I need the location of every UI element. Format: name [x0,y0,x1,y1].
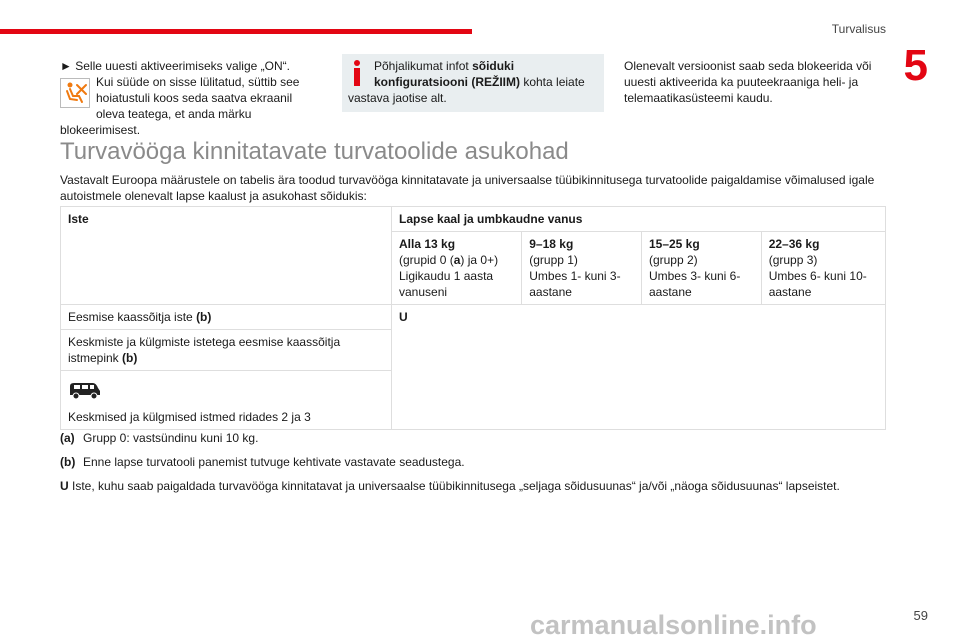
info-prefix: Põhjalikumat infot [374,59,473,73]
note-u: U Iste, kuhu saab paigaldada turvavööga kinnitatavat ja universaalse tüübikinnitusega „seljaga sõidusuunas“ ja/või „näoga sõidusuunas“ lapseistet. [60,479,840,493]
instruction-text: Selle uuesti aktiveerimiseks valige „ON“. [75,59,290,73]
child-seat-table [60,206,886,430]
page-number: 59 [913,608,928,623]
info-text [374,58,598,90]
bullet-arrow: ► [60,59,72,73]
info-strong: sõiduki konfiguratsiooni (REŽIIM) [374,59,520,89]
weight-group-cell: 22–36 kg (grupp 3) Umbes 6- kuni 10-aastane [761,232,885,305]
reactivate-instruction [60,58,318,74]
info-suffix: kohta leiate [520,75,585,89]
seat-label-cell: Keskmiste ja külgmiste istetega eesmise kaassõitja istmepink (b) [61,330,392,371]
chapter-number: 5 [903,41,928,90]
info-tail: vastava jaotise alt. [348,91,447,105]
note-a: (a) Grupp 0: vastsündinu kuni 10 kg. [60,431,259,445]
table-row [61,305,886,330]
column-right-text: Olenevalt versioonist saab seda blokeerida või uuesti aktiveerida ka puuteekraaniga heli- ja telemaatikasüsteemi kaudu. [624,59,872,105]
section-header: Turvalisus [831,22,886,36]
van-icon [68,379,102,401]
weight-header-cell: Lapse kaal ja umbkaudne vanus [392,207,886,232]
warning-light-text: Kui süüde on sisse lülitatud, süttib see hoiatustuli koos seda saatva ekraanil oleva teatega, et anda märku blokeerimisest. [60,75,300,137]
seat-label-cell: Keskmised ja külgmised istmed ridades 2 ja 3 [61,371,392,430]
section-title: Turvavööga kinnitatavate turvatoolide asukohad [60,138,569,165]
info-box [342,54,604,112]
section-intro: Vastavalt Euroopa määrustele on tabelis ära toodud turvavööga kinnitatavate ja universaalse tüübikinnitusega turvatoolide paigaldamise võimalused igale autoistmele olenevalt lapse kaalust ja asukohast sõidukis: [60,173,875,203]
weight-group-cell: 15–25 kg (grupp 2) Umbes 3- kuni 6-aastane [641,232,761,305]
table-notes [60,430,890,494]
seat-header-cell: Iste [61,207,392,305]
info-icon [352,60,362,86]
value-cell: U [392,305,886,430]
weight-group-cell: Alla 13 kg (grupid 0 (a) ja 0+) Ligikaudu 1 aasta vanuseni [392,232,522,305]
table-header-row [61,207,886,232]
header-accent-bar [0,29,472,34]
watermark: carmanualsonline.info [530,610,817,640]
airbag-off-warning-icon [60,78,90,108]
seat-label-cell: Eesmise kaassõitja iste (b) [61,305,392,330]
column-left [60,58,318,138]
weight-group-cell: 9–18 kg (grupp 1) Umbes 1- kuni 3-aastane [522,232,642,305]
note-b: (b) Enne lapse turvatooli panemist tutvuge kehtivate vastavate seadustega. [60,455,465,469]
